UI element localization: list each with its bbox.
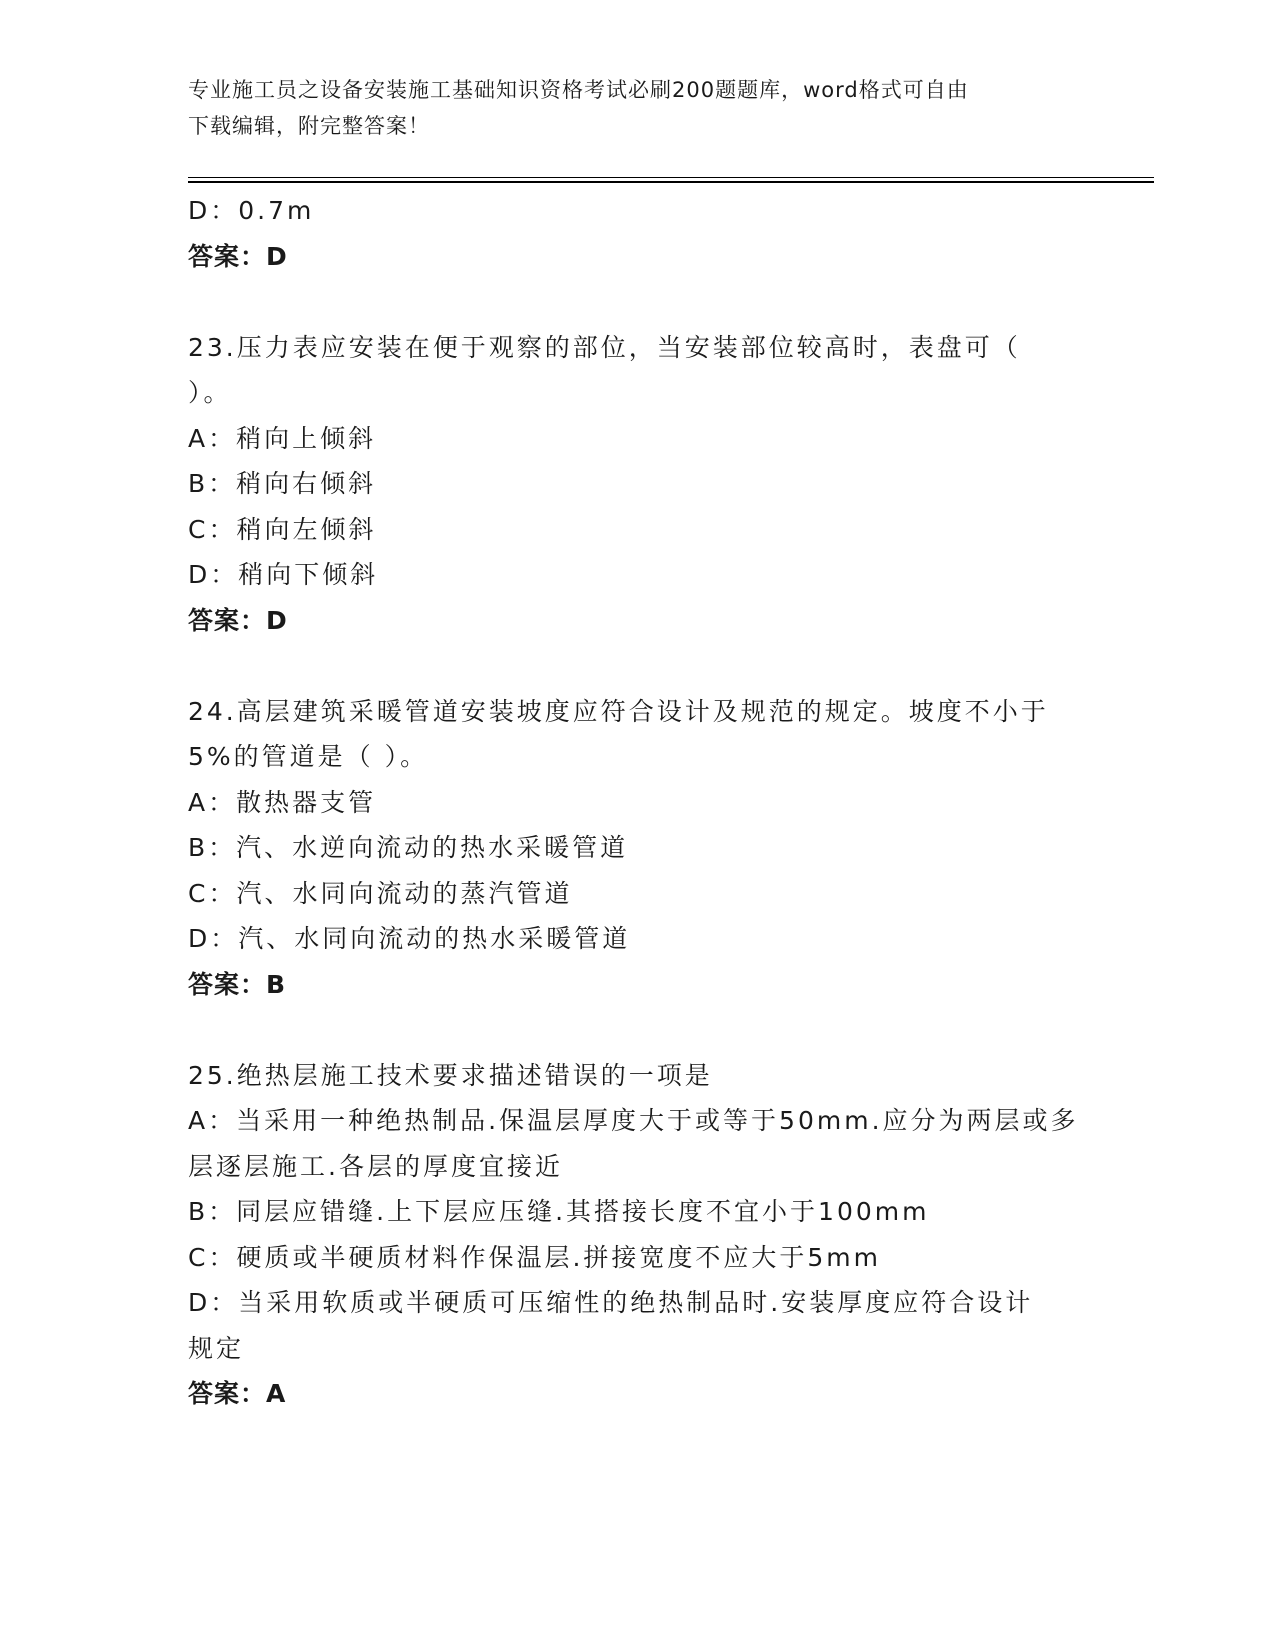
page-header — [188, 72, 1068, 144]
option-c: C：硬质或半硬质材料作保温层.拼接宽度不应大于5mm — [188, 1242, 882, 1272]
option-d: D：0.7m — [188, 196, 315, 225]
option-b: B：汽、水逆向流动的热水采暖管道 — [188, 833, 629, 862]
option-a: A：当采用一种绝热制品.保温层厚度大于或等于50mm.应分为两层或多 — [188, 1106, 1079, 1135]
header-line-1: 专业施工员之设备安装施工基础知识资格考试必刷200题题库，word格式可自由 — [188, 78, 969, 102]
answer: 答案：B — [188, 969, 287, 999]
option-c: C：汽、水同向流动的蒸汽管道 — [188, 878, 573, 908]
question-24 — [188, 689, 1108, 1008]
header-divider-thin — [188, 177, 1154, 178]
option-d: D：当采用软质或半硬质可压缩性的绝热制品时.安装厚度应符合设计 — [188, 1288, 1034, 1317]
question-25 — [188, 1053, 1108, 1417]
header-divider-thick — [188, 181, 1154, 183]
header-line-2: 下载编辑，附完整答案！ — [188, 114, 430, 138]
spacer — [188, 279, 1108, 325]
question-stem-cont: 5%的管道是（ ）。 — [188, 742, 429, 771]
answer: 答案：D — [188, 605, 288, 635]
option-a-cont: 层逐层施工.各层的厚度宜接近 — [188, 1151, 563, 1181]
option-d: D：汽、水同向流动的热水采暖管道 — [188, 924, 631, 953]
question-stem-cont: ）。 — [188, 378, 232, 407]
option-c: C：稍向左倾斜 — [188, 514, 377, 544]
option-a: A：散热器支管 — [188, 787, 377, 817]
option-d: D：稍向下倾斜 — [188, 560, 379, 589]
answer: 答案：A — [188, 1379, 287, 1408]
option-a: A：稍向上倾斜 — [188, 423, 377, 453]
option-b: B：同层应错缝.上下层应压缝.其搭接长度不宜小于100mm — [188, 1197, 930, 1226]
question-stem: 25.绝热层施工技术要求描述错误的一项是 — [188, 1060, 713, 1090]
spacer — [188, 1007, 1108, 1053]
question-22-tail — [188, 188, 1108, 279]
spacer — [188, 643, 1108, 689]
question-stem: 24.高层建筑采暖管道安装坡度应符合设计及规范的规定。坡度不小于 — [188, 696, 1049, 726]
question-stem: 23.压力表应安装在便于观察的部位，当安装部位较高时，表盘可（ — [188, 332, 1021, 362]
option-b: B：稍向右倾斜 — [188, 469, 377, 498]
option-d-cont: 规定 — [188, 1333, 245, 1363]
question-content — [188, 188, 1108, 1417]
question-23 — [188, 325, 1108, 644]
answer: 答案：D — [188, 241, 288, 271]
